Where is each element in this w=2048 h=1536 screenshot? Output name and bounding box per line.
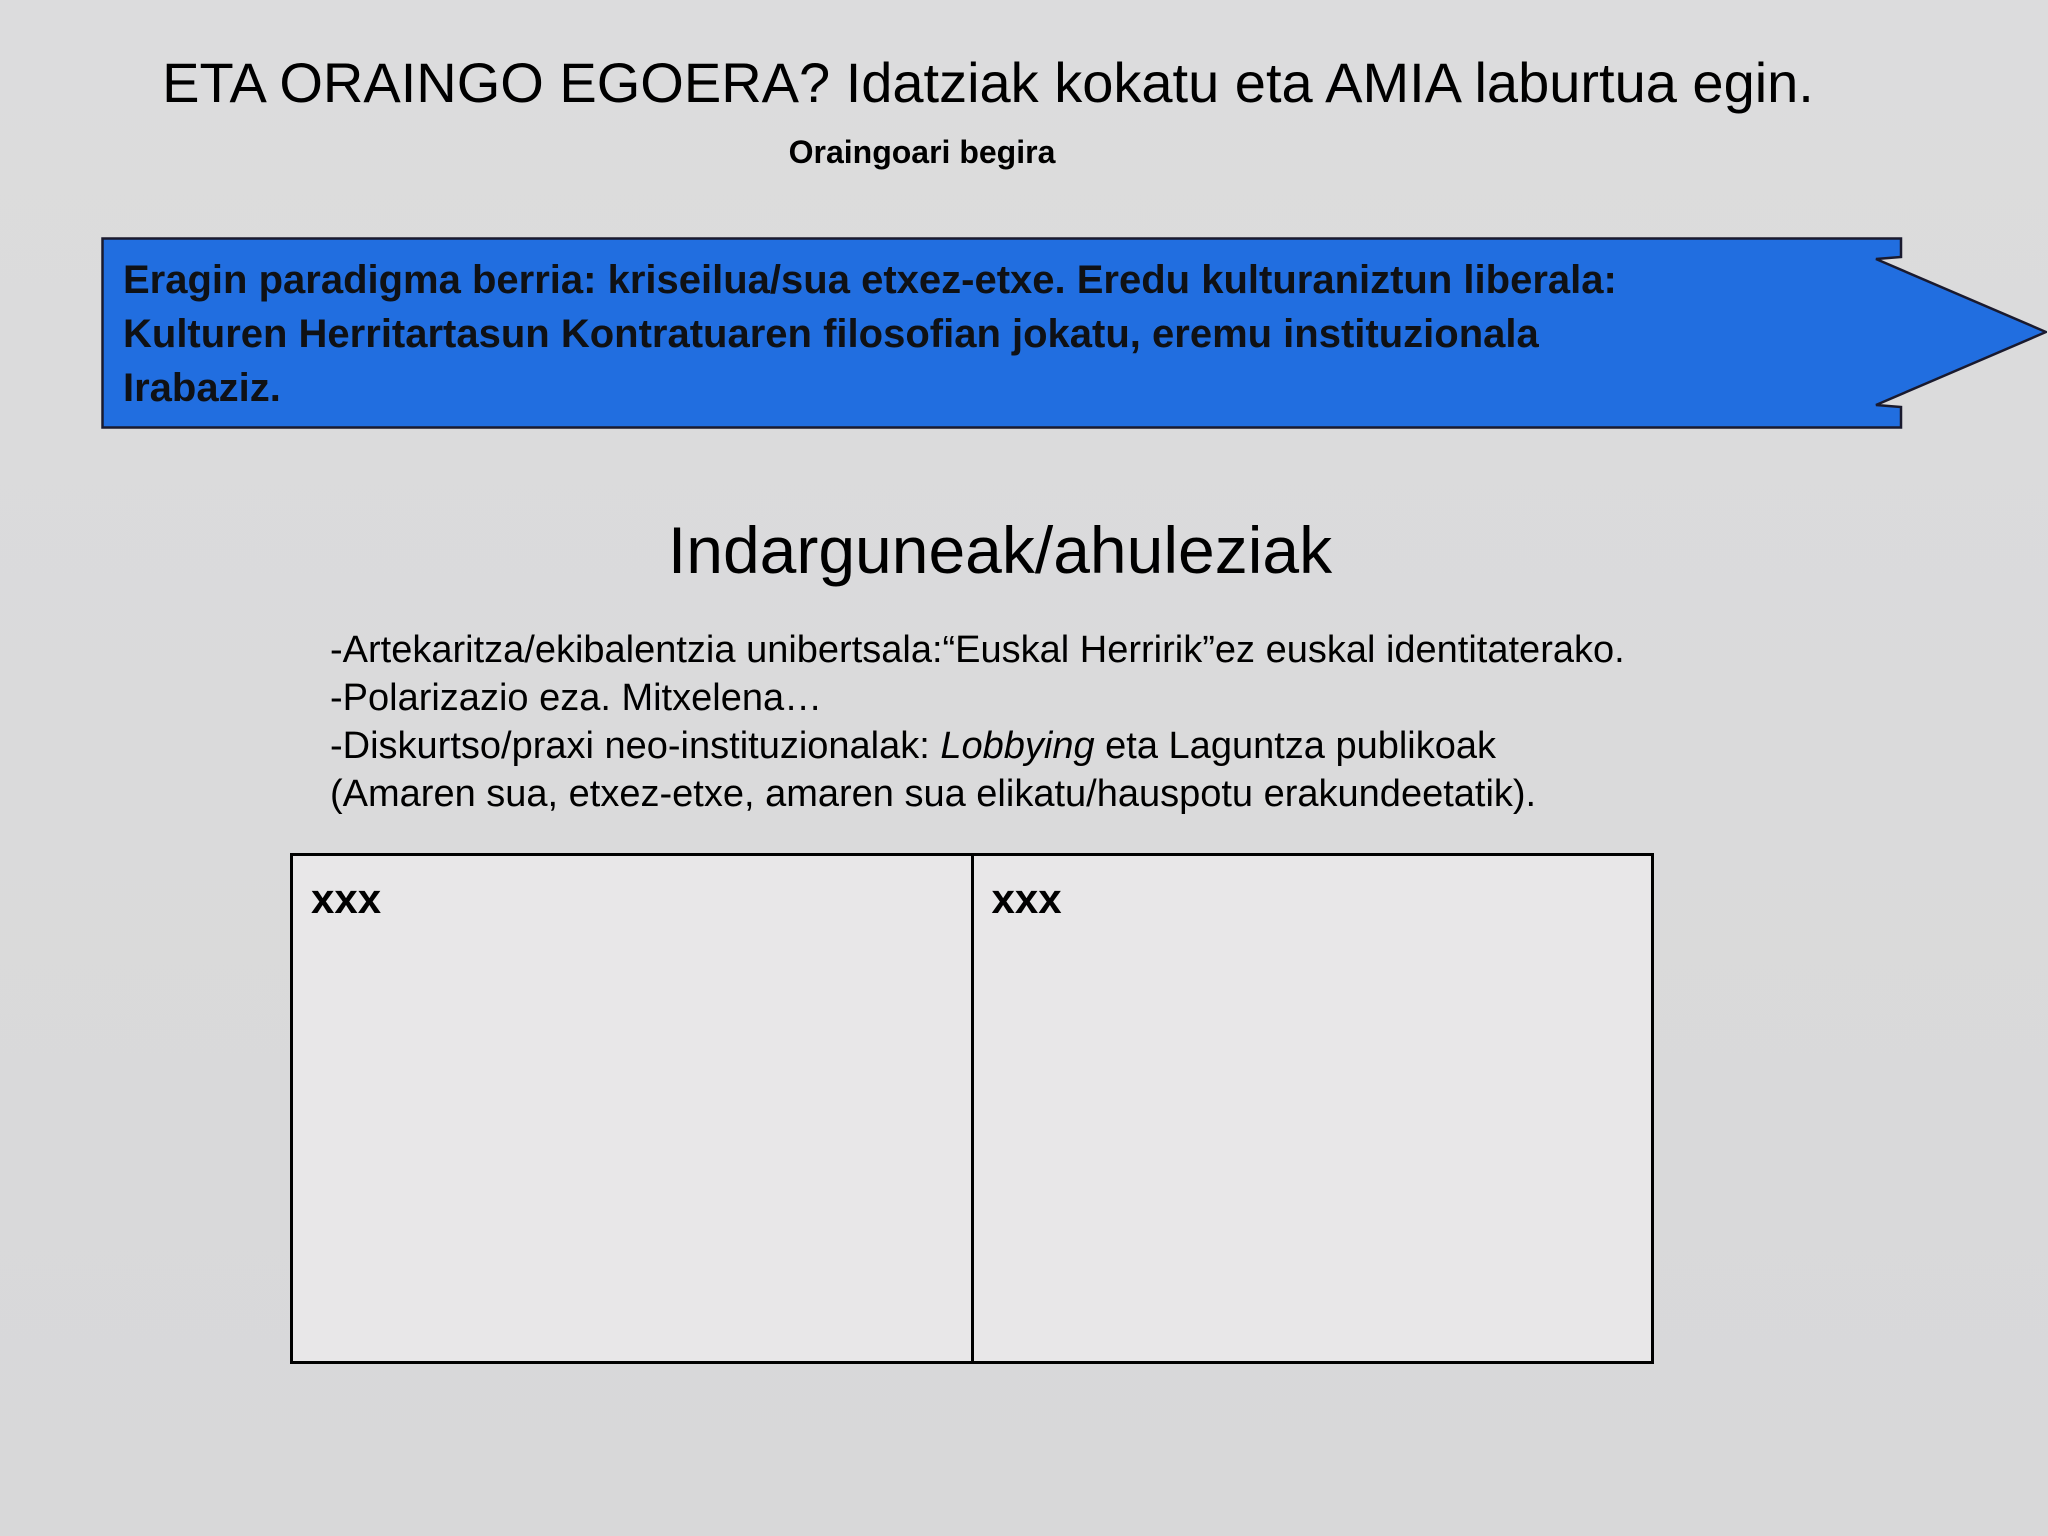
banner-line-1: Eragin paradigma berria: kriseilua/sua etxez-etxe. Eredu kulturaniztun liberala: <box>123 258 1617 302</box>
bullet-item-3-suffix: eta Laguntza publikoak <box>1094 725 1497 767</box>
two-column-table <box>290 853 1654 1364</box>
banner-line-3: Irabaziz. <box>123 366 281 410</box>
bullet-list <box>330 626 1830 818</box>
section-heading: Indarguneak/ahuleziak <box>667 513 1333 587</box>
banner-line-2: Kulturen Herritartasun Kontratuaren filosofian jokatu, eremu instituzionala <box>123 312 1539 356</box>
slide-subtitle: Oraingoari begira <box>788 134 1056 170</box>
table-cell-left <box>293 856 971 1361</box>
bullet-item-1: -Artekaritza/ekibalentzia unibertsala:“Euskal Herririk”ez euskal identitaterako. <box>330 629 1625 671</box>
table-cell-label: xxx <box>991 875 1062 922</box>
arrow-banner <box>101 237 2048 429</box>
bullet-item-4: (Amaren sua, etxez-etxe, amaren sua elikatu/hauspotu erakundeetatik). <box>330 773 1537 815</box>
bullet-item-3-italic: Lobbying <box>940 725 1095 767</box>
table-cell-label: xxx <box>311 875 382 922</box>
bullet-item-3 <box>330 722 1830 770</box>
banner-text <box>123 253 1903 415</box>
bullet-item-3-prefix: -Diskurtso/praxi neo-instituzionalak: <box>330 725 941 767</box>
bullet-item-2: -Polarizazio eza. Mitxelena… <box>330 677 823 719</box>
slide-title: ETA ORAINGO EGOERA? Idatziak kokatu eta AMIA laburtua egin. <box>162 51 1814 114</box>
table-cell-right <box>971 856 1652 1361</box>
